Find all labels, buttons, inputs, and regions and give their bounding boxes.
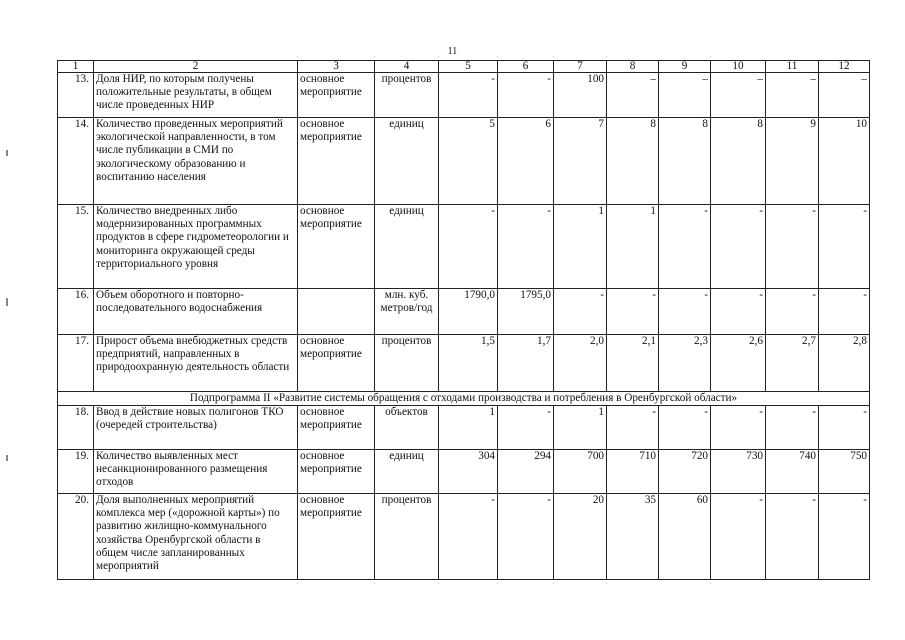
unit: объектов [375,406,439,450]
table-row [58,494,870,580]
row-number: 15. [58,205,94,289]
value-cell: 1,7 [498,335,554,392]
unit: единиц [375,450,439,494]
value-cell: 20 [554,494,607,580]
value-cell: - [498,205,554,289]
value-cell: - [711,205,766,289]
scan-mark [6,298,8,306]
value-cell: – [659,73,711,118]
value-cell: - [819,406,870,450]
value-cell: - [711,494,766,580]
value-cell: 5 [439,118,498,205]
value-cell: - [766,494,819,580]
indicator-type: основное мероприятие [298,450,375,494]
table-row [58,335,870,392]
row-number: 19. [58,450,94,494]
indicator-type: основное мероприятие [298,118,375,205]
value-cell: - [439,494,498,580]
value-cell: 750 [819,450,870,494]
value-cell: – [766,73,819,118]
indicators-table [57,60,870,580]
indicator-name: Количество выявленных мест несанкционированного размещения отходов [94,450,298,494]
page-number: 11 [447,46,458,57]
table-row [58,450,870,494]
indicator-type: основное мероприятие [298,494,375,580]
table-row [58,406,870,450]
value-cell: - [498,73,554,118]
value-cell: - [659,289,711,335]
unit: процентов [375,494,439,580]
column-header: 3 [298,61,375,73]
value-cell: 730 [711,450,766,494]
value-cell: 2,7 [766,335,819,392]
value-cell: 2,6 [711,335,766,392]
value-cell: 60 [659,494,711,580]
value-cell: 6 [498,118,554,205]
value-cell: 1 [439,406,498,450]
value-cell: 1,5 [439,335,498,392]
value-cell: 10 [819,118,870,205]
column-header: 7 [554,61,607,73]
scan-mark [6,455,8,461]
indicator-name: Количество внедренных либо модернизированных программных продуктов в сфере гидрометеорологии и мониторинга окружающей среды территориального уровня [94,205,298,289]
value-cell: - [607,289,659,335]
value-cell: - [766,205,819,289]
value-cell: 1795,0 [498,289,554,335]
indicator-name: Объем оборотного и повторно-последовательного водоснабжения [94,289,298,335]
value-cell: – [607,73,659,118]
value-cell: 2,3 [659,335,711,392]
indicator-name: Доля выполненных мероприятий комплекса мер («дорожной карты») по развитию жилищно-коммунального хозяйства Оренбургской области в общем числе запланированных мероприятий [94,494,298,580]
table-header-row [58,61,870,73]
value-cell: - [766,289,819,335]
value-cell: - [607,406,659,450]
value-cell: 35 [607,494,659,580]
column-header: 5 [439,61,498,73]
value-cell: 294 [498,450,554,494]
table-row [58,289,870,335]
value-cell: 1 [554,205,607,289]
value-cell: - [439,205,498,289]
table-row [58,118,870,205]
column-header: 2 [94,61,298,73]
indicator-name: Ввод в действие новых полигонов ТКО (очередей строительства) [94,406,298,450]
unit: процентов [375,335,439,392]
value-cell: 1 [607,205,659,289]
indicator-type: основное мероприятие [298,205,375,289]
value-cell: - [554,289,607,335]
value-cell: - [819,205,870,289]
value-cell: 9 [766,118,819,205]
column-header: 8 [607,61,659,73]
value-cell: 8 [659,118,711,205]
value-cell: 740 [766,450,819,494]
value-cell: - [659,205,711,289]
unit: единиц [375,205,439,289]
table-row [58,205,870,289]
indicator-type [298,289,375,335]
value-cell: - [439,73,498,118]
column-header: 4 [375,61,439,73]
column-header: 10 [711,61,766,73]
indicator-type: основное мероприятие [298,335,375,392]
subprogram-title: Подпрограмма II «Развитие системы обращения с отходами производства и потребления в Оренбургской области» [58,392,870,406]
row-number: 18. [58,406,94,450]
indicator-type: основное мероприятие [298,73,375,118]
value-cell: – [711,73,766,118]
column-header: 12 [819,61,870,73]
value-cell: – [819,73,870,118]
value-cell: 2,8 [819,335,870,392]
value-cell: - [498,406,554,450]
value-cell: - [711,289,766,335]
value-cell: 304 [439,450,498,494]
indicator-name: Доля НИР, по которым получены положительные результаты, в общем числе проведенных НИР [94,73,298,118]
row-number: 13. [58,73,94,118]
row-number: 17. [58,335,94,392]
unit: единиц [375,118,439,205]
value-cell: 1790,0 [439,289,498,335]
column-header: 9 [659,61,711,73]
value-cell: - [766,406,819,450]
row-number: 14. [58,118,94,205]
scan-mark [6,150,8,156]
value-cell: 2,0 [554,335,607,392]
value-cell: - [819,289,870,335]
row-number: 16. [58,289,94,335]
indicator-name: Прирост объема внебюджетных средств предприятий, направленных в природоохранную деятельность области [94,335,298,392]
unit: млн. куб. метров/год [375,289,439,335]
value-cell: 2,1 [607,335,659,392]
value-cell: 700 [554,450,607,494]
value-cell: 8 [607,118,659,205]
indicator-type: основное мероприятие [298,406,375,450]
value-cell: - [819,494,870,580]
column-header: 6 [498,61,554,73]
table-row [58,73,870,118]
value-cell: 720 [659,450,711,494]
column-header: 11 [766,61,819,73]
value-cell: 8 [711,118,766,205]
column-header: 1 [58,61,94,73]
value-cell: - [659,406,711,450]
value-cell: 7 [554,118,607,205]
row-number: 20. [58,494,94,580]
value-cell: - [711,406,766,450]
subprogram-row [58,392,870,406]
unit: процентов [375,73,439,118]
indicator-name: Количество проведенных мероприятий экологической направленности, в том числе публикации в СМИ по экологическому образованию и воспитанию населения [94,118,298,205]
value-cell: 100 [554,73,607,118]
value-cell: 710 [607,450,659,494]
value-cell: 1 [554,406,607,450]
value-cell: - [498,494,554,580]
